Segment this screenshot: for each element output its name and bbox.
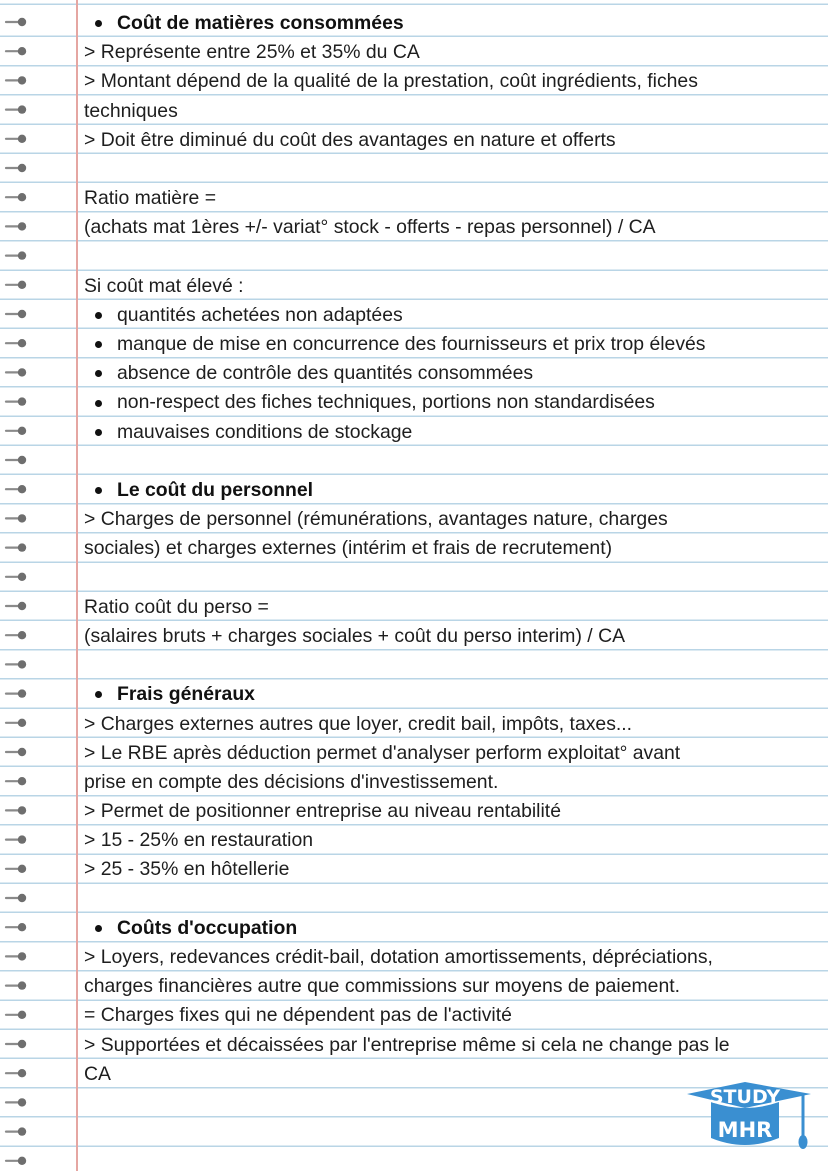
binding-ring: [6, 1127, 26, 1135]
studymhr-logo: [683, 1080, 815, 1152]
text-line: > Doit être diminué du coût des avantages en nature et offerts: [84, 128, 616, 151]
binding-ring: [6, 1069, 26, 1077]
list-item: absence de contrôle des quantités consommées: [95, 359, 809, 388]
binding-ring: [6, 952, 26, 960]
binding-ring: [6, 631, 26, 639]
binding-ring: [6, 573, 26, 581]
svg-text:MHR: MHR: [717, 1118, 773, 1142]
binding-ring: [6, 660, 26, 668]
binding-ring: [6, 18, 26, 26]
section-heading-personnel: Le coût du personnel: [95, 476, 809, 505]
section-heading-matieres: Coût de matières consommées: [95, 9, 809, 38]
list-item: non-respect des fiches techniques, portions non standardisées: [95, 388, 809, 417]
text-line: > Supportées et décaissées par l'entreprise même si cela ne change pas le: [84, 1033, 730, 1056]
spiral-binding: [0, 0, 40, 1171]
list-item: quantités achetées non adaptées: [95, 301, 809, 330]
svg-text:STUDY: STUDY: [709, 1086, 781, 1108]
margin-line: [76, 0, 78, 1171]
text-line: prise en compte des décisions d'investissement.: [84, 770, 499, 793]
binding-ring: [6, 310, 26, 318]
blank-line: [84, 651, 809, 680]
ratio-formula: (achats mat 1ères +/- variat° stock - offerts - repas personnel) / CA: [84, 216, 656, 239]
blank-line: [84, 564, 809, 593]
ratio-label: Ratio matière =: [84, 187, 217, 210]
text-line: > 25 - 35% en hôtellerie: [84, 858, 290, 881]
text-line: > Permet de positionner entreprise au niveau rentabilité: [84, 800, 561, 823]
text-line: = Charges fixes qui ne dépendent pas de l'activité: [84, 1004, 512, 1027]
binding-ring: [6, 47, 26, 55]
binding-ring: [6, 105, 26, 113]
section-heading-occupation: Coûts d'occupation: [95, 914, 809, 943]
bullet-icon: [95, 312, 102, 319]
binding-ring: [6, 281, 26, 289]
binding-ring: [6, 748, 26, 756]
binding-ring: [6, 1040, 26, 1048]
text-line: > Montant dépend de la qualité de la prestation, coût ingrédients, fiches: [84, 70, 698, 93]
binding-ring: [6, 222, 26, 230]
binding-ring: [6, 719, 26, 727]
bullet-icon: [95, 370, 102, 377]
text-line: > Charges externes autres que loyer, credit bail, impôts, taxes...: [84, 712, 633, 735]
text-line: sociales) et charges externes (intérim et frais de recrutement): [84, 537, 613, 560]
section-heading-frais-generaux: Frais généraux: [95, 680, 809, 709]
text-line: > Le RBE après déduction permet d'analyser perform exploitat° avant: [84, 741, 681, 764]
text-line: charges financières autre que commissions sur moyens de paiement.: [84, 975, 681, 998]
binding-ring: [6, 806, 26, 814]
bullet-icon: [95, 691, 102, 698]
binding-ring: [6, 543, 26, 551]
binding-ring: [6, 397, 26, 405]
binding-ring: [6, 923, 26, 931]
bullet-icon: [95, 925, 102, 932]
binding-ring: [6, 1157, 26, 1165]
binding-ring: [6, 981, 26, 989]
binding-ring: [6, 339, 26, 347]
binding-ring: [6, 456, 26, 464]
list-item: manque de mise en concurrence des fournisseurs et prix trop élevés: [95, 330, 809, 359]
text-line: > Représente entre 25% et 35% du CA: [84, 41, 420, 64]
binding-ring: [6, 368, 26, 376]
binding-ring: [6, 835, 26, 843]
binding-ring: [6, 76, 26, 84]
ratio-formula: (salaires bruts + charges sociales + coût du perso interim) / CA: [84, 624, 626, 647]
binding-ring: [6, 865, 26, 873]
binding-ring: [6, 164, 26, 172]
text-line: > Charges de personnel (rémunérations, avantages nature, charges: [84, 508, 668, 531]
blank-line: [84, 155, 809, 184]
binding-ring: [6, 135, 26, 143]
blank-line: [84, 447, 809, 476]
causes-label: Si coût mat élevé :: [84, 274, 244, 297]
notes-content: [84, 9, 809, 1089]
binding-ring: [6, 777, 26, 785]
binding-ring: [6, 427, 26, 435]
binding-ring: [6, 485, 26, 493]
blank-line: [84, 243, 809, 272]
binding-ring: [6, 894, 26, 902]
binding-ring: [6, 1098, 26, 1106]
bullet-icon: [95, 487, 102, 494]
bullet-icon: [95, 429, 102, 436]
ratio-label: Ratio coût du perso =: [84, 595, 269, 618]
bullet-icon: [95, 20, 102, 27]
binding-ring: [6, 689, 26, 697]
text-line: > Loyers, redevances crédit-bail, dotation amortissements, dépréciations,: [84, 946, 713, 968]
binding-ring: [6, 514, 26, 522]
list-item: mauvaises conditions de stockage: [95, 418, 809, 447]
text-line: techniques: [84, 99, 178, 122]
text-line: > 15 - 25% en restauration: [84, 829, 314, 852]
binding-ring: [6, 602, 26, 610]
binding-ring: [6, 193, 26, 201]
binding-ring: [6, 251, 26, 259]
binding-ring: [6, 1011, 26, 1019]
text-line: CA: [84, 1062, 111, 1085]
bullet-icon: [95, 400, 102, 407]
bullet-icon: [95, 341, 102, 348]
blank-line: [84, 885, 809, 914]
